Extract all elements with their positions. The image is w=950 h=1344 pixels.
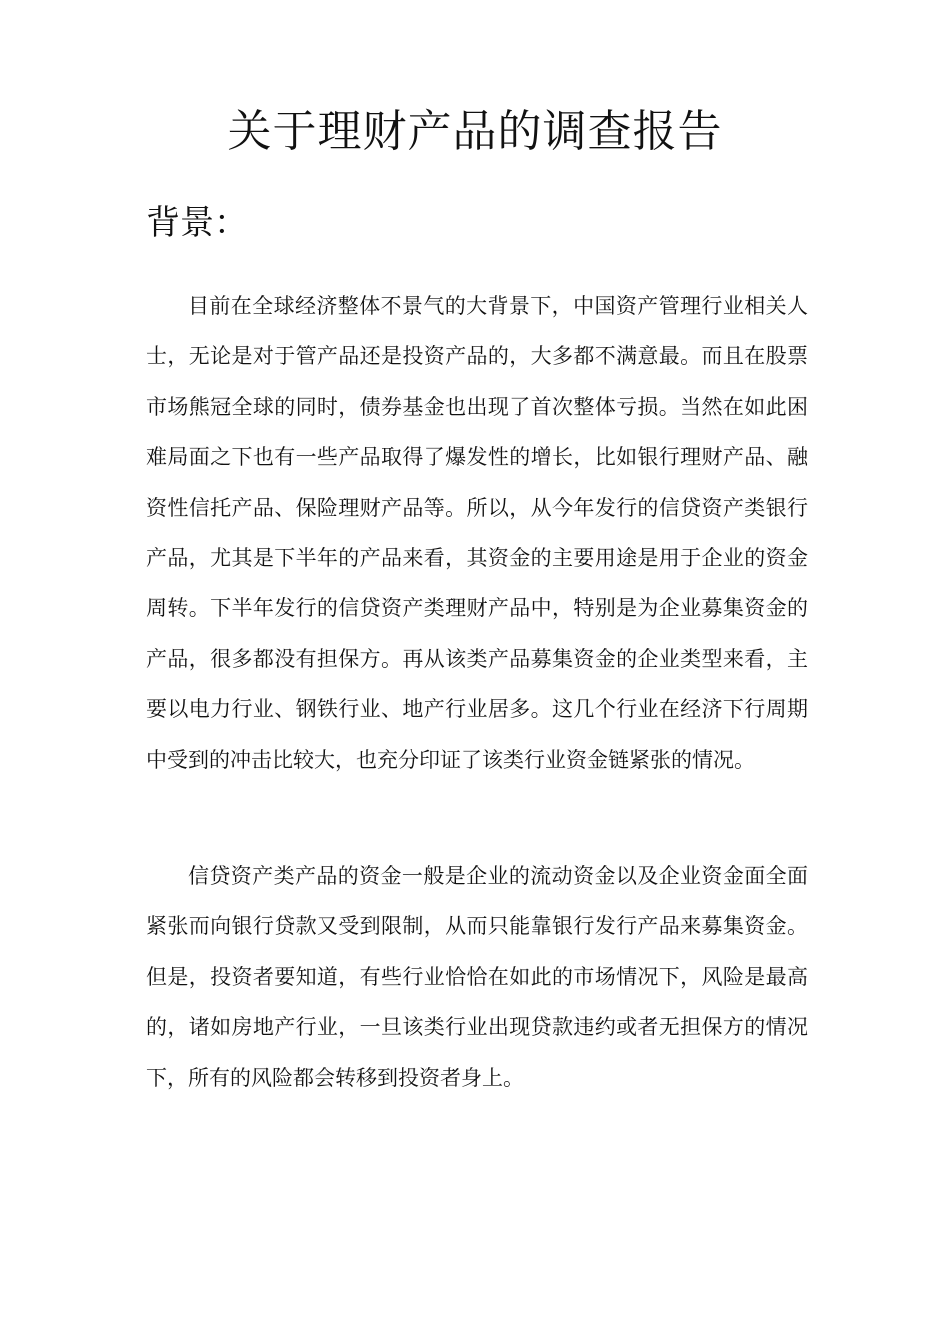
body-paragraph: 目前在全球经济整体不景气的大背景下，中国资产管理行业相关人士，无论是对于管产品还是投资产品的，大多都不满意最。而且在股票市场熊冠全球的同时，债券基金也出现了首次整体亏损。当然在如此困难局面之下也有一些产品取得了爆发性的增长，比如银行理财产品、融资性信托产品、保险理财产品等。所以，从今年发行的信贷资产类银行产品，尤其是下半年的产品来看，其资金的主要用途是用于企业的资金周转。下半年发行的信贷资产类理财产品中，特别是为企业募集资金的产品，很多都没有担保方。再从该类产品募集资金的企业类型来看，主要以电力行业、钢铁行业、地产行业居多。这几个行业在经济下行周期中受到的冲击比较大，也充分印证了该类行业资金链紧张的情况。	[146, 294, 808, 772]
document-title: 关于理财产品的调查报告	[227, 106, 723, 157]
body-paragraph: 信贷资产类产品的资金一般是企业的流动资金以及企业资金面全面紧张而向银行贷款又受到限制，从而只能靠银行发行产品来募集资金。但是，投资者要知道，有些行业恰恰在如此的市场情况下，风险是最高的，诸如房地产行业，一旦该类行业出现贷款违约或者无担保方的情况下，所有的风险都会转移到投资者身上。	[146, 864, 808, 1090]
section-heading: 背景：	[146, 203, 248, 243]
